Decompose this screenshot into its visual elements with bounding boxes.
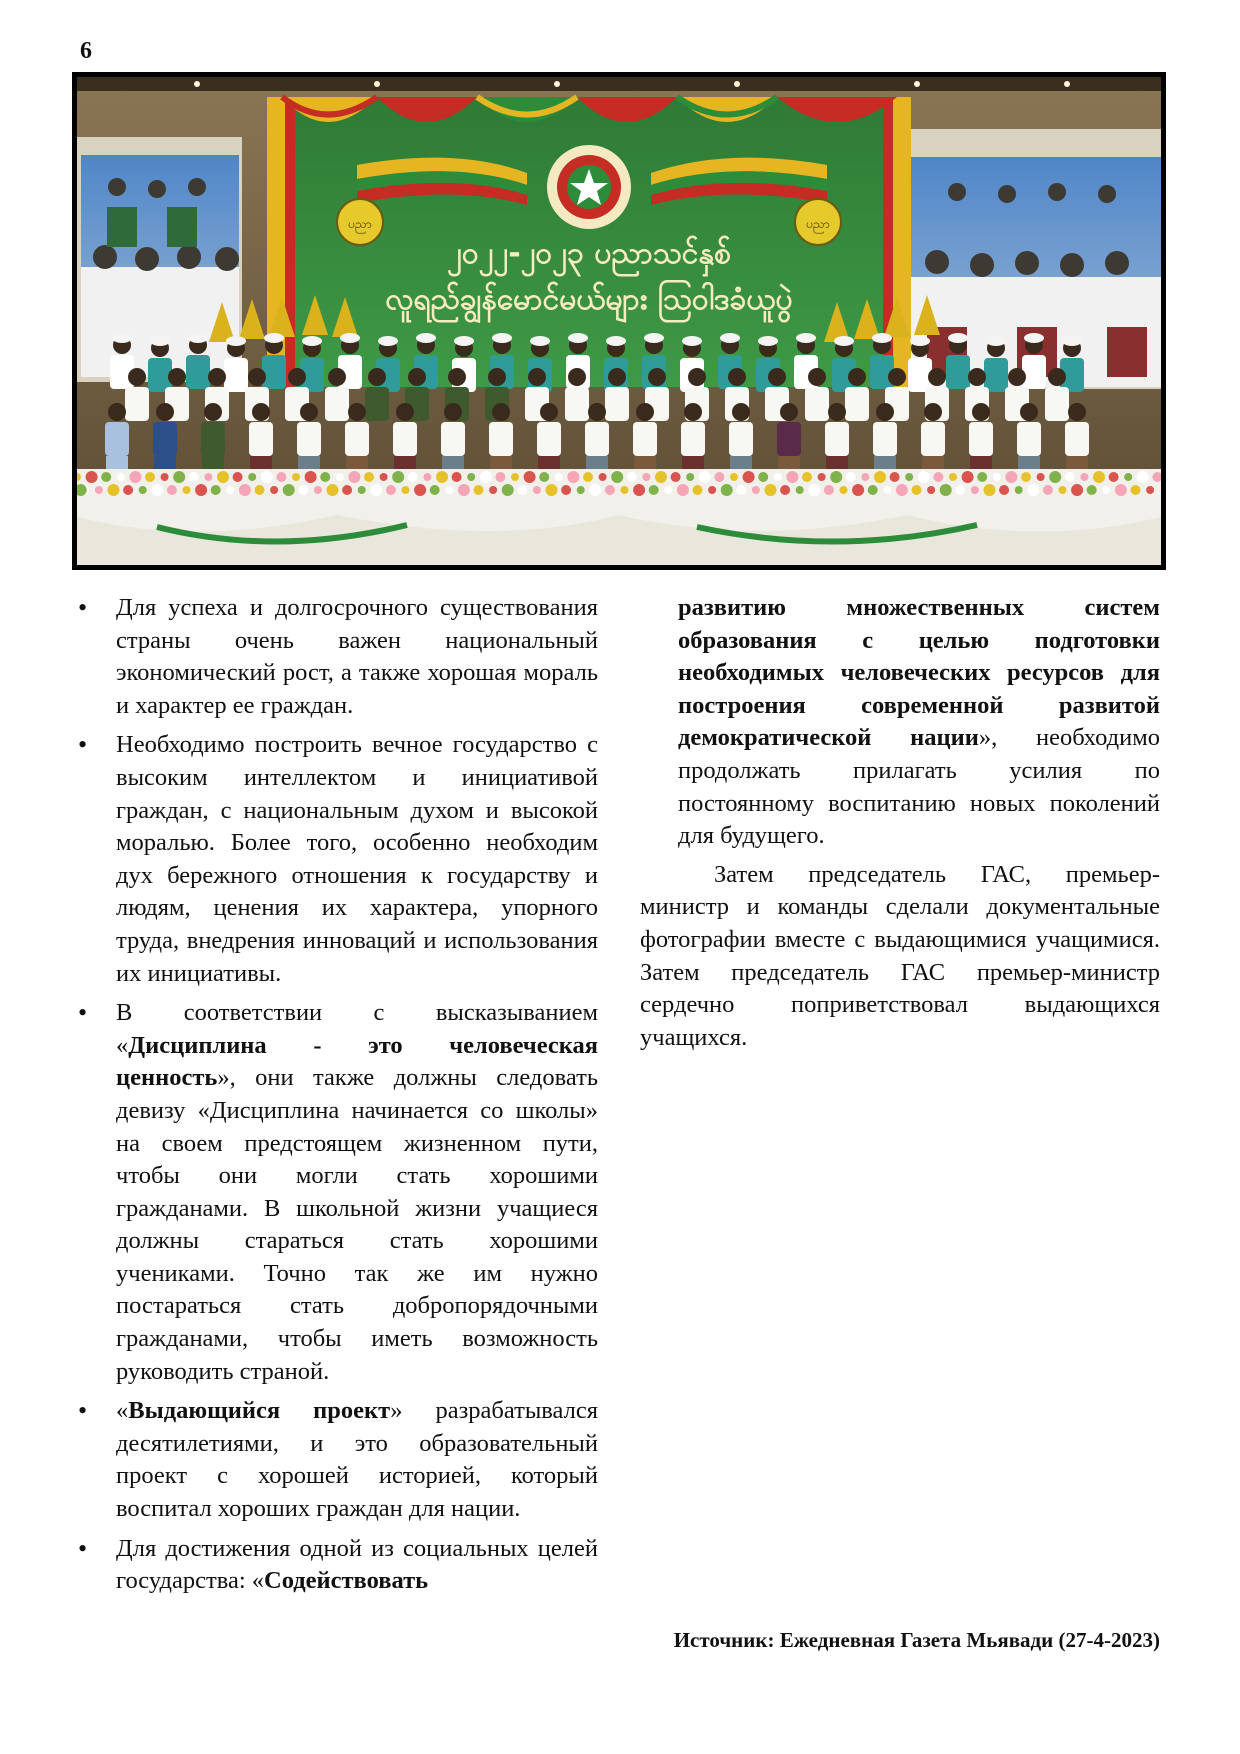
bullet-paragraph-2: • Необходимо построить вечное государство с высоким интеллектом и инициативой граждан, с национальным духом и высокой моралью. Более того, особенно необходим дух бережного отношения к государству и людям, ценения их характера, упорного труда, внедрения инноваций и использования их инициативы. [78, 729, 598, 990]
bullet-paragraph-1: • Для успеха и долгосрочного существования страны очень важен национальный экономический рост, а также хорошая мораль и характер ее граждан. [78, 592, 598, 722]
flower [364, 472, 374, 482]
right-emblem [795, 199, 841, 245]
flower [940, 484, 952, 496]
flower [370, 484, 382, 496]
flower [1137, 471, 1149, 483]
flower [664, 486, 672, 494]
banner-line-2: လူရည်ချွန်မောင်မယ်များ ဩဝါဒခံယူပွဲ [385, 282, 793, 317]
flower [408, 472, 418, 482]
flower [1049, 471, 1061, 483]
attendee-figure [845, 368, 869, 421]
source-citation: Источник: Ежедневная Газета Мьявади (27-4-2023) [673, 1628, 1160, 1652]
flower [633, 484, 645, 496]
right-column [640, 592, 1160, 1054]
flower [949, 473, 957, 481]
banner-line-1: ၂၀၂၂-၂၀၂၃ ပညာသင်နှစ် [447, 236, 731, 271]
flower [824, 485, 834, 495]
bullet-paragraph-3: • В соответствии с высказыванием «Дисциплина - это человеческая ценность», они также должны следовать девизу «Дисциплина начинается со школы» на своем предстоящем жизненном пути, чтобы они могли стать хорошими гражданами. В школьной жизни учащиеся должны стараться стать хорошими учениками. Точно так же им нужно постараться стать добропорядочными гражданами, чтобы иметь возможность руководить страной. [78, 997, 598, 1388]
attendee-figure [125, 368, 149, 421]
flower [342, 485, 352, 495]
flower [861, 473, 869, 481]
bullet-paragraph-5: • Для достижения одной из социальных целей государства: «Содействовать [78, 1533, 598, 1598]
attendee-figure [805, 368, 829, 421]
flower [1021, 472, 1031, 482]
flower [589, 484, 601, 496]
flower [145, 472, 155, 482]
flower [348, 471, 360, 483]
flower [561, 485, 571, 495]
flower [796, 486, 804, 494]
flower [818, 473, 826, 481]
attendee-figure [605, 368, 629, 421]
flower [1109, 472, 1119, 482]
flower [1005, 471, 1017, 483]
flower [780, 485, 790, 495]
bullet-paragraph-4: • «Выдающийся проект» разрабатывался десятилетиями, и это образовательный проект с хорошей историей, который воспитал хороших граждан для нации. [78, 1395, 598, 1525]
flower [846, 472, 856, 482]
flower [567, 471, 579, 483]
flower [452, 472, 462, 482]
flower [305, 471, 317, 483]
flower [336, 473, 344, 481]
flower [896, 484, 908, 496]
flower [955, 485, 965, 495]
flower [714, 472, 724, 482]
flower [708, 486, 716, 494]
flower [736, 485, 746, 495]
flower [173, 471, 185, 483]
attendee-figure [565, 368, 589, 421]
flower [883, 486, 891, 494]
flower [971, 486, 979, 494]
flower [524, 471, 536, 483]
flower [539, 472, 549, 482]
flower [802, 472, 812, 482]
flower [1087, 485, 1097, 495]
flower [1131, 485, 1141, 495]
flower [1093, 471, 1105, 483]
flower [314, 486, 322, 494]
flower [1071, 484, 1083, 496]
left-column [78, 592, 598, 1605]
flower [808, 484, 820, 496]
flower [195, 484, 207, 496]
flower [933, 472, 943, 482]
flower [255, 485, 265, 495]
svg-text:ပညာ: ပညာ [348, 217, 372, 231]
flower [283, 484, 295, 496]
flower [852, 484, 864, 496]
flower [693, 485, 703, 495]
flower [774, 473, 782, 481]
flower [1043, 485, 1053, 495]
flower [445, 486, 453, 494]
flower [962, 471, 974, 483]
flower [927, 486, 935, 494]
flower [868, 485, 878, 495]
flower [874, 471, 886, 483]
flower [912, 485, 922, 495]
flower [686, 473, 694, 481]
flower [167, 485, 177, 495]
star-emblem [547, 145, 631, 229]
flower [204, 473, 212, 481]
flower [1037, 473, 1045, 481]
flower [86, 471, 98, 483]
flower [123, 485, 133, 495]
attendee-figure [365, 368, 389, 421]
flower [248, 473, 256, 481]
flower [599, 473, 607, 481]
flower [458, 484, 470, 496]
flower [765, 484, 777, 496]
flower [627, 472, 637, 482]
flower [183, 486, 191, 494]
flower [752, 486, 760, 494]
flower [1124, 473, 1132, 481]
flower [840, 486, 848, 494]
flower [108, 484, 120, 496]
flower [533, 486, 541, 494]
flower [511, 473, 519, 481]
flower [430, 485, 440, 495]
flower [1059, 486, 1067, 494]
flower [699, 471, 711, 483]
flower [129, 471, 141, 483]
flower [101, 472, 111, 482]
flower [1015, 486, 1023, 494]
flower [577, 486, 585, 494]
flower [583, 472, 593, 482]
flower [546, 484, 558, 496]
flower [327, 484, 339, 496]
flower [502, 484, 514, 496]
flower [467, 473, 475, 481]
flower [320, 472, 330, 482]
flower [292, 473, 300, 481]
flower [161, 473, 169, 481]
attendee-figure [325, 368, 349, 421]
left-emblem [337, 199, 383, 245]
flower [386, 485, 396, 495]
flower [721, 484, 733, 496]
flower [189, 472, 199, 482]
flower [786, 471, 798, 483]
flower [758, 472, 768, 482]
flower [918, 471, 930, 483]
flower [642, 473, 650, 481]
flower [999, 485, 1009, 495]
flower [977, 472, 987, 482]
flower [270, 486, 278, 494]
page-number: 6 [80, 38, 92, 64]
flower [233, 472, 243, 482]
flower [276, 472, 286, 482]
attendee-figure [1045, 368, 1069, 421]
flower [1080, 473, 1088, 481]
flower [905, 473, 913, 481]
flower [95, 486, 103, 494]
flower [217, 471, 229, 483]
flower [392, 471, 404, 483]
flower [402, 486, 410, 494]
flower [1115, 484, 1127, 496]
flower [436, 471, 448, 483]
flower [211, 485, 221, 495]
flower [423, 473, 431, 481]
bullet-continuation: развитию множественных систем образования с целью подготовки необходимых человеческих ресурсов для построения современной развитой демократической нации», необходимо продолжать прилагать усилия по постоянному воспитанию новых поколений для будущего. [678, 594, 1160, 850]
flower [517, 485, 527, 495]
flower [677, 484, 689, 496]
event-photo [72, 72, 1166, 570]
flower [474, 485, 484, 495]
flower [605, 485, 615, 495]
svg-text:ပညာ: ပညာ [806, 217, 830, 231]
flower [621, 486, 629, 494]
flower [1146, 486, 1154, 494]
flower [611, 471, 623, 483]
flower [226, 486, 234, 494]
flower [1027, 484, 1039, 496]
flower [414, 484, 426, 496]
flower [649, 485, 659, 495]
closing-paragraph: Затем председатель ГАС, премьер-министр и команды сделали документальные фотографии вместе с выдающимися учащимися. Затем председатель ГАС премьер-министр сердечно поприветствовал выдающихся учащихся. [640, 860, 1160, 1051]
flower [495, 472, 505, 482]
flower [730, 473, 738, 481]
flower [984, 484, 996, 496]
flower [480, 471, 492, 483]
flower [993, 473, 1001, 481]
flower [655, 471, 667, 483]
flower [890, 472, 900, 482]
flower [555, 473, 563, 481]
flower [830, 471, 842, 483]
flower [1102, 486, 1110, 494]
flower [489, 486, 497, 494]
flower [239, 484, 251, 496]
flower [358, 486, 366, 494]
flower [743, 471, 755, 483]
flower [298, 485, 308, 495]
flower [1065, 472, 1075, 482]
flower [117, 473, 125, 481]
flower [380, 473, 388, 481]
flower [151, 484, 163, 496]
flower [139, 486, 147, 494]
flower [261, 471, 273, 483]
flower [671, 472, 681, 482]
